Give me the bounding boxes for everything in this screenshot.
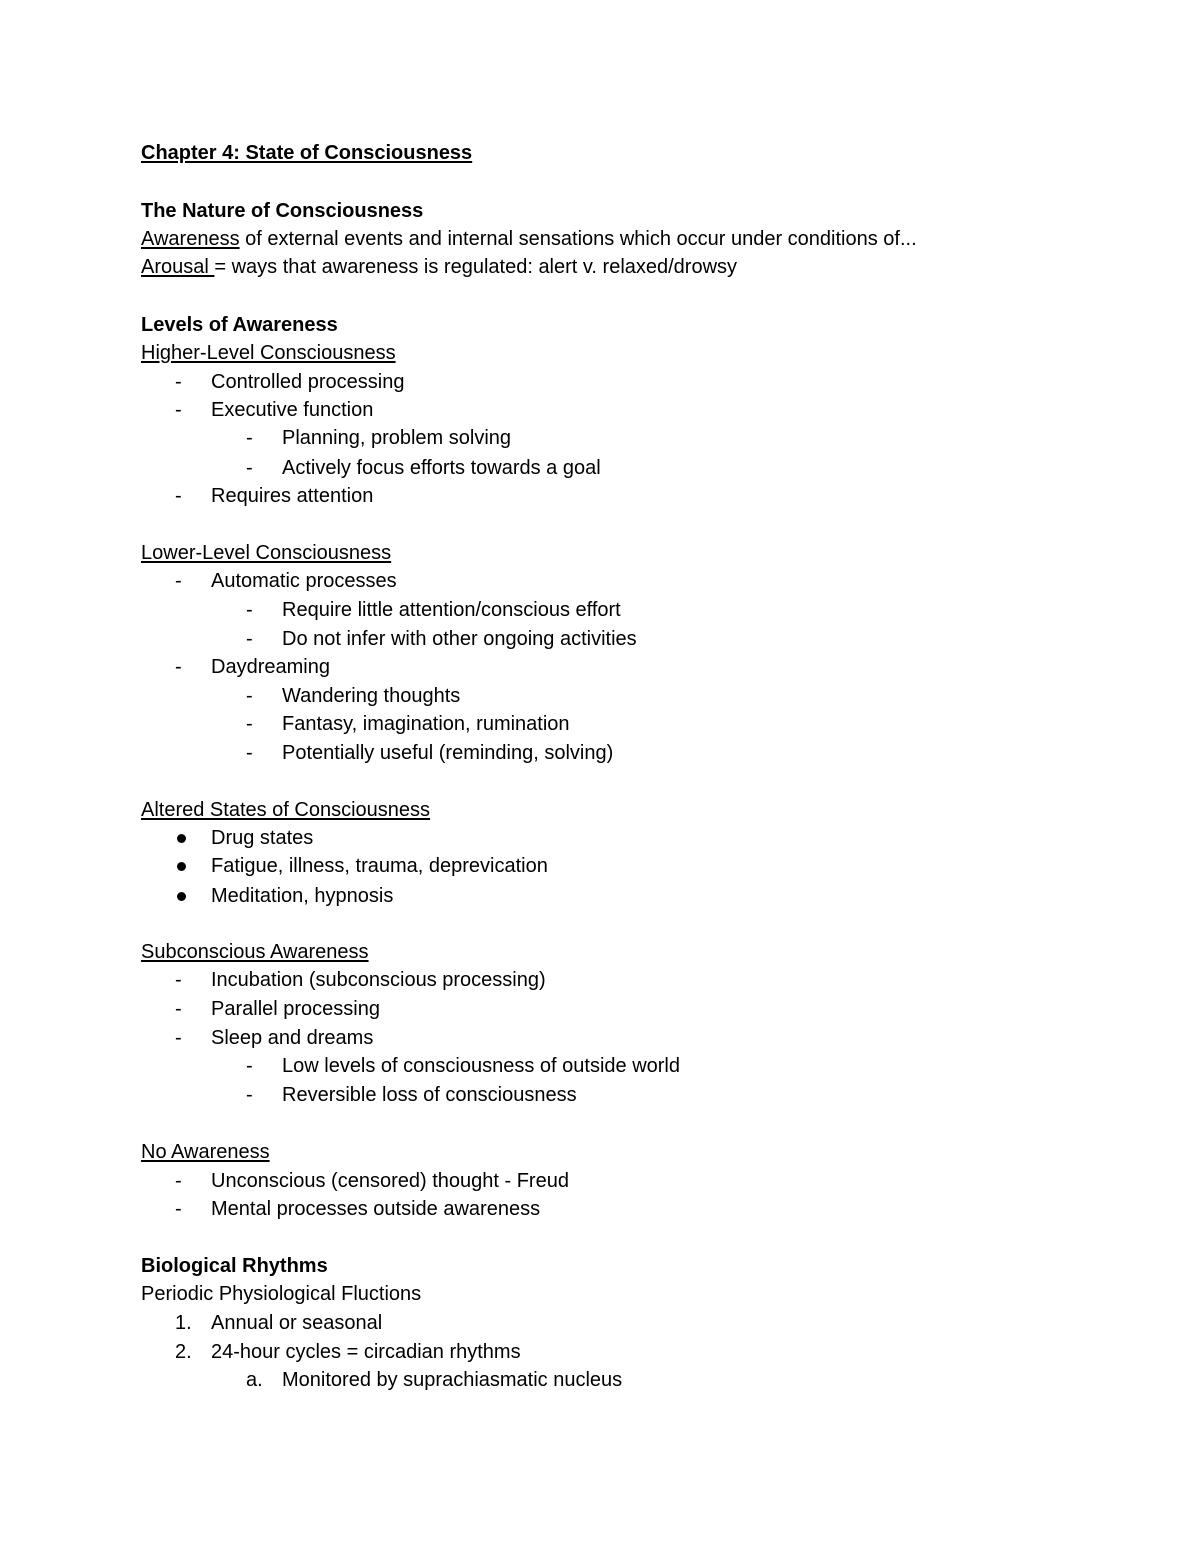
list-item-text: Actively focus efforts towards a goal: [282, 457, 601, 479]
list-item-text: Sleep and dreams: [211, 1027, 374, 1049]
sub-list-item: [0, 739, 1200, 767]
list-item: [0, 1167, 1200, 1195]
subheading-altered-states: Altered States of Consciousness: [141, 799, 431, 821]
list-item-text: Do not infer with other ongoing activities: [282, 628, 637, 650]
list-item-text: Automatic processes: [211, 570, 397, 592]
dash-marker: -: [175, 399, 182, 421]
dash-marker: -: [246, 628, 253, 650]
subheading-higher-level: Higher-Level Consciousness: [141, 342, 396, 364]
list-item-text: Controlled processing: [211, 371, 405, 393]
list-item-text: Fantasy, imagination, rumination: [282, 713, 570, 735]
awareness-term: Awareness: [141, 228, 240, 250]
subheading-lower-level: Lower-Level Consciousness: [141, 542, 392, 564]
awareness-text: of external events and internal sensations which occur under conditions of...: [239, 228, 917, 250]
dash-marker: -: [246, 457, 253, 479]
list-item-text: Mental processes outside awareness: [211, 1198, 541, 1220]
dash-marker: -: [175, 1198, 182, 1220]
bullet-item: [0, 882, 1200, 910]
dash-marker: -: [246, 427, 253, 449]
numbered-item: [0, 1309, 1200, 1337]
subheading-subconscious: Subconscious Awareness: [141, 941, 369, 963]
list-item: [0, 995, 1200, 1023]
number-marker: 1.: [175, 1312, 192, 1334]
dash-marker: -: [175, 656, 182, 678]
arousal-definition: [141, 253, 737, 281]
dash-marker: -: [175, 485, 182, 507]
list-item: [0, 567, 1200, 595]
dash-marker: -: [246, 1055, 253, 1077]
list-item-text: Annual or seasonal: [211, 1312, 383, 1334]
subheading-no-awareness: No Awareness: [141, 1141, 270, 1163]
arousal-text: = ways that awareness is regulated: alert v. relaxed/drowsy: [214, 256, 738, 278]
bullet-icon: [177, 834, 186, 843]
list-item-text: Executive function: [211, 399, 374, 421]
list-item-text: Reversible loss of consciousness: [282, 1084, 577, 1106]
dash-marker: -: [175, 570, 182, 592]
sub-list-item: [0, 596, 1200, 624]
list-item-text: Require little attention/conscious effort: [282, 599, 621, 621]
list-item-text: Daydreaming: [211, 656, 330, 678]
list-item-text: Potentially useful (reminding, solving): [282, 742, 614, 764]
list-item-text: 24-hour cycles = circadian rhythms: [211, 1341, 521, 1363]
list-item: [0, 482, 1200, 510]
sub-list-item: [0, 625, 1200, 653]
list-item-text: Monitored by suprachiasmatic nucleus: [282, 1369, 623, 1391]
list-item-text: Wandering thoughts: [282, 685, 461, 707]
lettered-item: [0, 1366, 1200, 1394]
number-marker: 2.: [175, 1341, 192, 1363]
list-item-text: Parallel processing: [211, 998, 380, 1020]
list-item-text: Fatigue, illness, trauma, deprevication: [211, 855, 548, 877]
section-heading-biological: Biological Rhythms: [141, 1255, 328, 1277]
section-heading-levels: Levels of Awareness: [141, 314, 338, 336]
dash-marker: -: [175, 969, 182, 991]
list-item: [0, 368, 1200, 396]
list-item-text: Drug states: [211, 827, 314, 849]
dash-marker: -: [175, 371, 182, 393]
bullet-icon: [177, 892, 186, 901]
sub-list-item: [0, 710, 1200, 738]
dash-marker: -: [246, 685, 253, 707]
list-item: [0, 653, 1200, 681]
list-item: [0, 1195, 1200, 1223]
bullet-item: [0, 852, 1200, 880]
sub-list-item: [0, 682, 1200, 710]
bullet-icon: [177, 862, 186, 871]
list-item-text: Low levels of consciousness of outside world: [282, 1055, 680, 1077]
section-heading-nature: The Nature of Consciousness: [141, 200, 424, 222]
list-item: [0, 396, 1200, 424]
list-item-text: Requires attention: [211, 485, 374, 507]
sub-list-item: [0, 454, 1200, 482]
list-item-text: Incubation (subconscious processing): [211, 969, 546, 991]
list-item: [0, 1024, 1200, 1052]
dash-marker: -: [246, 742, 253, 764]
list-item-text: Planning, problem solving: [282, 427, 512, 449]
bullet-item: [0, 824, 1200, 852]
sub-list-item: [0, 424, 1200, 452]
sub-list-item: [0, 1052, 1200, 1080]
page-title: Chapter 4: State of Consciousness: [141, 142, 473, 164]
sub-list-item: [0, 1081, 1200, 1109]
awareness-definition: [141, 225, 917, 253]
list-item-text: Meditation, hypnosis: [211, 885, 394, 907]
list-item: [0, 966, 1200, 994]
dash-marker: -: [246, 713, 253, 735]
letter-marker: a.: [246, 1369, 263, 1391]
dash-marker: -: [246, 1084, 253, 1106]
dash-marker: -: [246, 599, 253, 621]
dash-marker: -: [175, 998, 182, 1020]
arousal-term: Arousal: [141, 256, 215, 278]
numbered-item: [0, 1338, 1200, 1366]
list-item-text: Unconscious (censored) thought - Freud: [211, 1170, 569, 1192]
dash-marker: -: [175, 1170, 182, 1192]
dash-marker: -: [175, 1027, 182, 1049]
subheading-periodic: Periodic Physiological Fluctions: [141, 1283, 422, 1305]
